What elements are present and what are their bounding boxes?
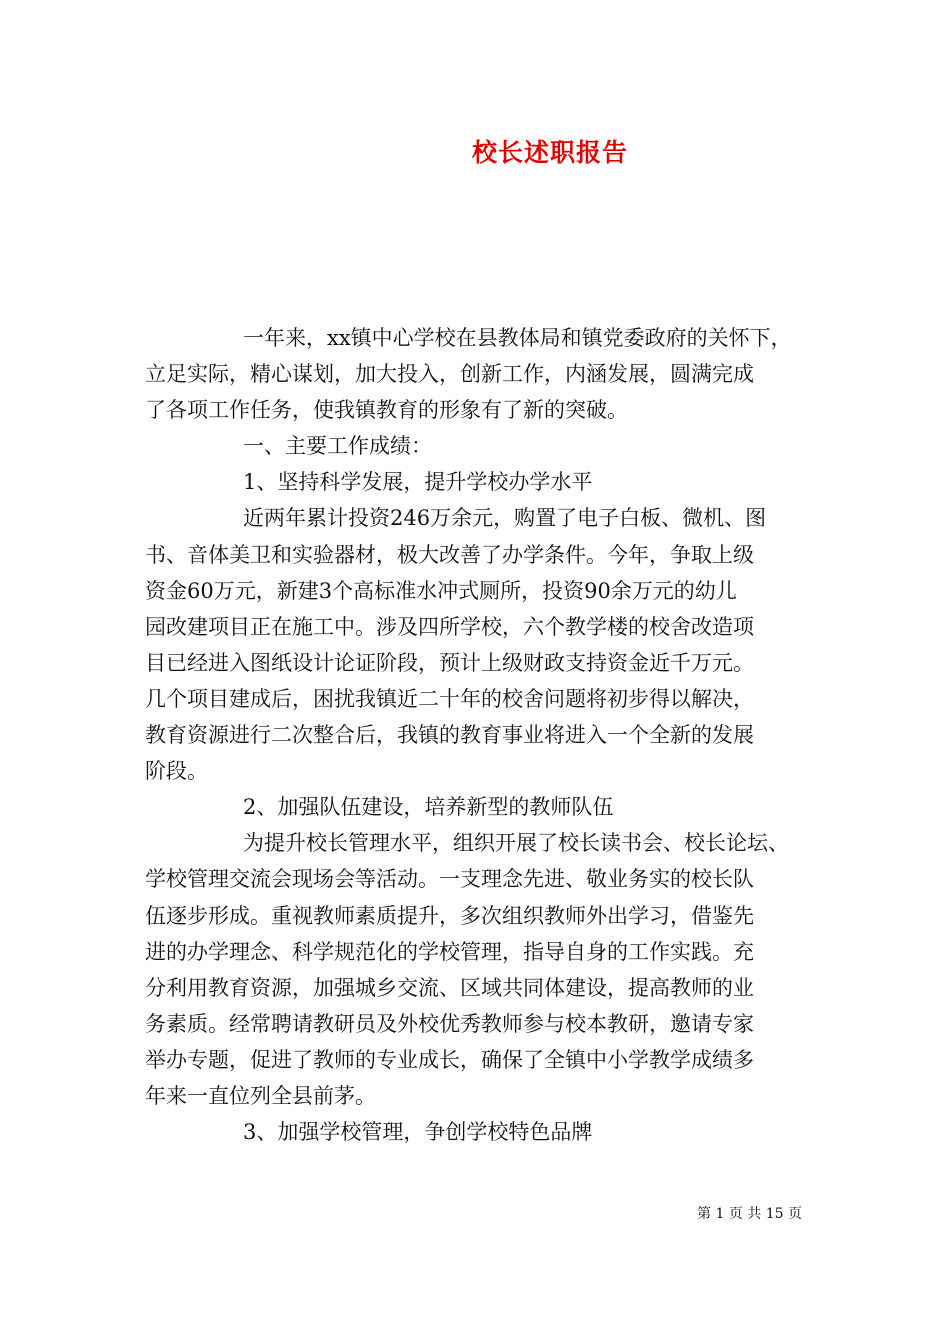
text-line: 目已经进入图纸设计论证阶段，预计上级财政支持资金近千万元。 [145, 650, 754, 675]
text-line: 为提升校长管理水平，组织开展了校长读书会、校长论坛、 [243, 831, 789, 856]
text-line: 务素质。经常聘请教研员及外校优秀教师参与校本教研，邀请专家 [145, 1011, 754, 1036]
text-line: 年来一直位列全县前茅。 [145, 1083, 376, 1108]
text-line: 阶段。 [145, 759, 208, 784]
text-line: 立足实际，精心谋划，加大投入，创新工作，内涵发展，圆满完成 [145, 362, 754, 387]
text-line: 资金60万元，新建3个高标准水冲式厕所，投资90余万元的幼儿 [145, 578, 737, 603]
text-line: 2、加强队伍建设，培养新型的教师队伍 [243, 795, 614, 820]
document-title: 校长述职报告 [471, 138, 628, 167]
text-line: 书、音体美卫和实验器材，极大改善了办学条件。今年，争取上级 [145, 542, 754, 567]
text-line: 一年来，xx镇中心学校在县教体局和镇党委政府的关怀下， [243, 326, 792, 350]
text-line: 一、主要工作成绩： [243, 434, 432, 459]
text-line: 分利用教育资源，加强城乡交流、区域共同体建设，提高教师的业 [145, 975, 754, 1000]
text-line: 几个项目建成后，困扰我镇近二十年的校舍问题将初步得以解决， [145, 686, 754, 711]
page-number: 第 1 页 共 15 页 [697, 1206, 802, 1222]
text-line: 3、加强学校管理，争创学校特色品牌 [243, 1120, 593, 1145]
text-line: 了各项工作任务，使我镇教育的形象有了新的突破。 [145, 398, 628, 423]
text-line: 1、坚持科学发展，提升学校办学水平 [243, 470, 593, 495]
text-line: 举办专题，促进了教师的专业成长，确保了全镇中小学教学成绩多 [145, 1047, 754, 1072]
text-line: 园改建项目正在施工中。涉及四所学校，六个教学楼的校舍改造项 [145, 614, 754, 639]
text-line: 伍逐步形成。重视教师素质提升，多次组织教师外出学习，借鉴先 [145, 903, 754, 928]
document-body [145, 320, 815, 1150]
text-line: 进的办学理念、科学规范化的学校管理，指导自身的工作实践。充 [145, 939, 754, 964]
text-line: 教育资源进行二次整合后，我镇的教育事业将进入一个全新的发展 [145, 723, 754, 748]
text-line: 近两年累计投资246万余元，购置了电子白板、微机、图 [243, 506, 767, 531]
text-line: 学校管理交流会现场会等活动。一支理念先进、敬业务实的校长队 [145, 867, 754, 892]
